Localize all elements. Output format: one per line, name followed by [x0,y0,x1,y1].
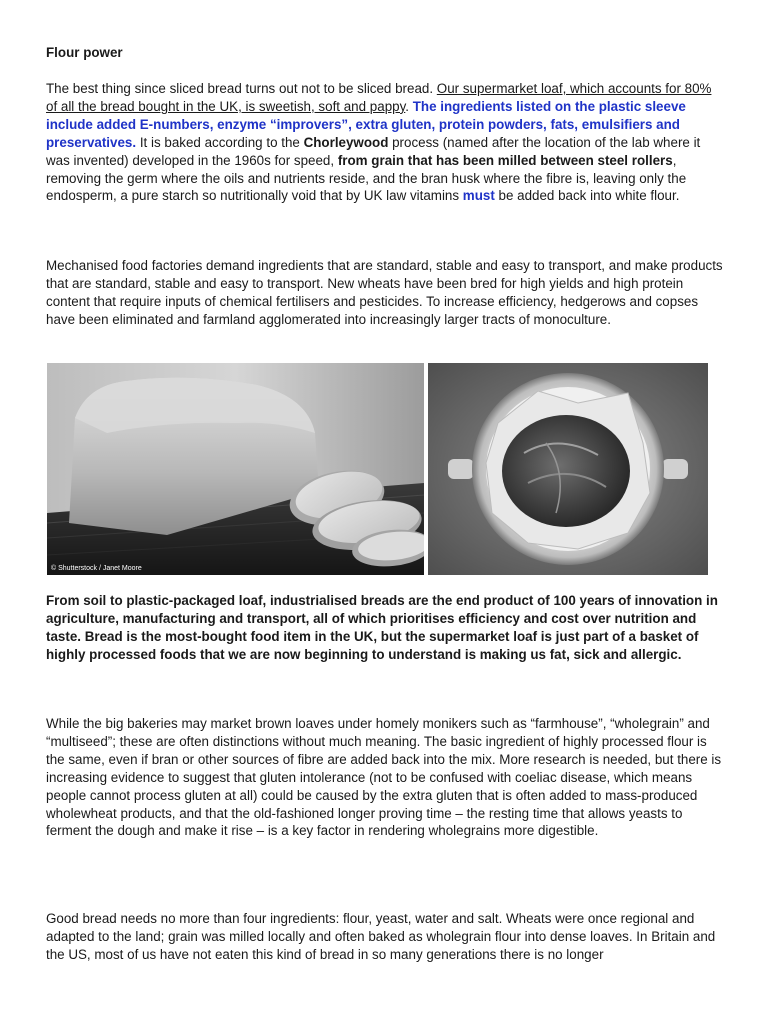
sliced-loaf-image [47,363,424,575]
p1-underlined-sentence: Our supermarket loaf, which accounts for 80% of all the bread bought in the UK, is sweetish, soft and pappy [46,81,712,114]
paragraph-5: Good bread needs no more than four ingredients: flour, yeast, water and salt. Wheats were once regional and adapted to the land; grain was milled locally and often baked as wholegrain flour into dense loaves. In Britain and the US, most of us have not eaten this kind of bread in so many generations there is no longer [46,911,716,962]
pot-loaf-image [428,363,708,575]
article-title: Flour power [46,45,123,60]
paragraph-1 [46,80,726,205]
paragraph-4: While the big bakeries may market brown loaves under homely monikers such as “farmhouse”, “wholegrain” and “multiseed”; these are often distinctions without much meaning. The basic ingredient of highly processed flour is the same, even if bran or other sources of fibre are added back into the mix. More research is needed, but there is increasing evidence to suggest that gluten intolerance (not to be confused with coeliac disease, which means people cannot process gluten at all) could be caused by the extra gluten that is often added to mass-produced wholewheat products, and that the old-fashioned longer proving time – the resting time that allows yeasts to ferment the dough and make it rise – is a key factor in rendering wholegrains more digestible. [46,716,722,839]
p1-sentence-1: The best thing since sliced bread turns out not to be sliced bread. [46,81,437,96]
paragraph-2: Mechanised food factories demand ingredients that are standard, stable and easy to transport, and make products that are standard, stable and easy to transport. New wheats have been bred for high yields and high protein content that require inputs of chemical fertilisers and pesticides. To increase efficiency, hedgerows and copses have been eliminated and farmland agglomerated into increasingly larger tracts of monoculture. [46,258,723,327]
p1-sentence-7: be added back into white flour. [494,188,680,204]
p1-sentence-6: , removing the germ where the oils and nutrients reside, and the bran husk where the fibre is, leaving only the endosperm, a pure starch so nutritionally void that by UK law vitamins [46,152,687,204]
p1-chorleywood: Chorleywood [303,134,389,150]
p1-must: must [462,188,495,204]
paragraph-3-bold: From soil to plastic-packaged loaf, industrialised breads are the end product of 100 years of innovation in agriculture, manufacturing and transport, all of which prioritises efficiency and cost over nutrition and taste. Bread is the most-bought food item in the UK, but the supermarket loaf is just part of a basket of highly processed foods that we are now beginning to understand is making us fat, sick and allergic. [46,593,718,662]
p1-steel-rollers: from grain that has been milled between steel rollers [337,152,673,168]
p1-blue-ingredients: The ingredients listed on the plastic sleeve include added E-numbers, enzyme “improvers”, extra gluten, protein powders, fats, emulsifiers and preservatives. [46,98,686,150]
p1-sentence-4: It is baked according to the [136,134,304,150]
p1-sentence-5: process (named after the location of the lab where it was invented) developed in the 1960s for speed, [46,134,701,168]
image-credit: © Shutterstock / Janet Moore [51,565,142,572]
p1-sentence-2-end: . [405,98,413,114]
